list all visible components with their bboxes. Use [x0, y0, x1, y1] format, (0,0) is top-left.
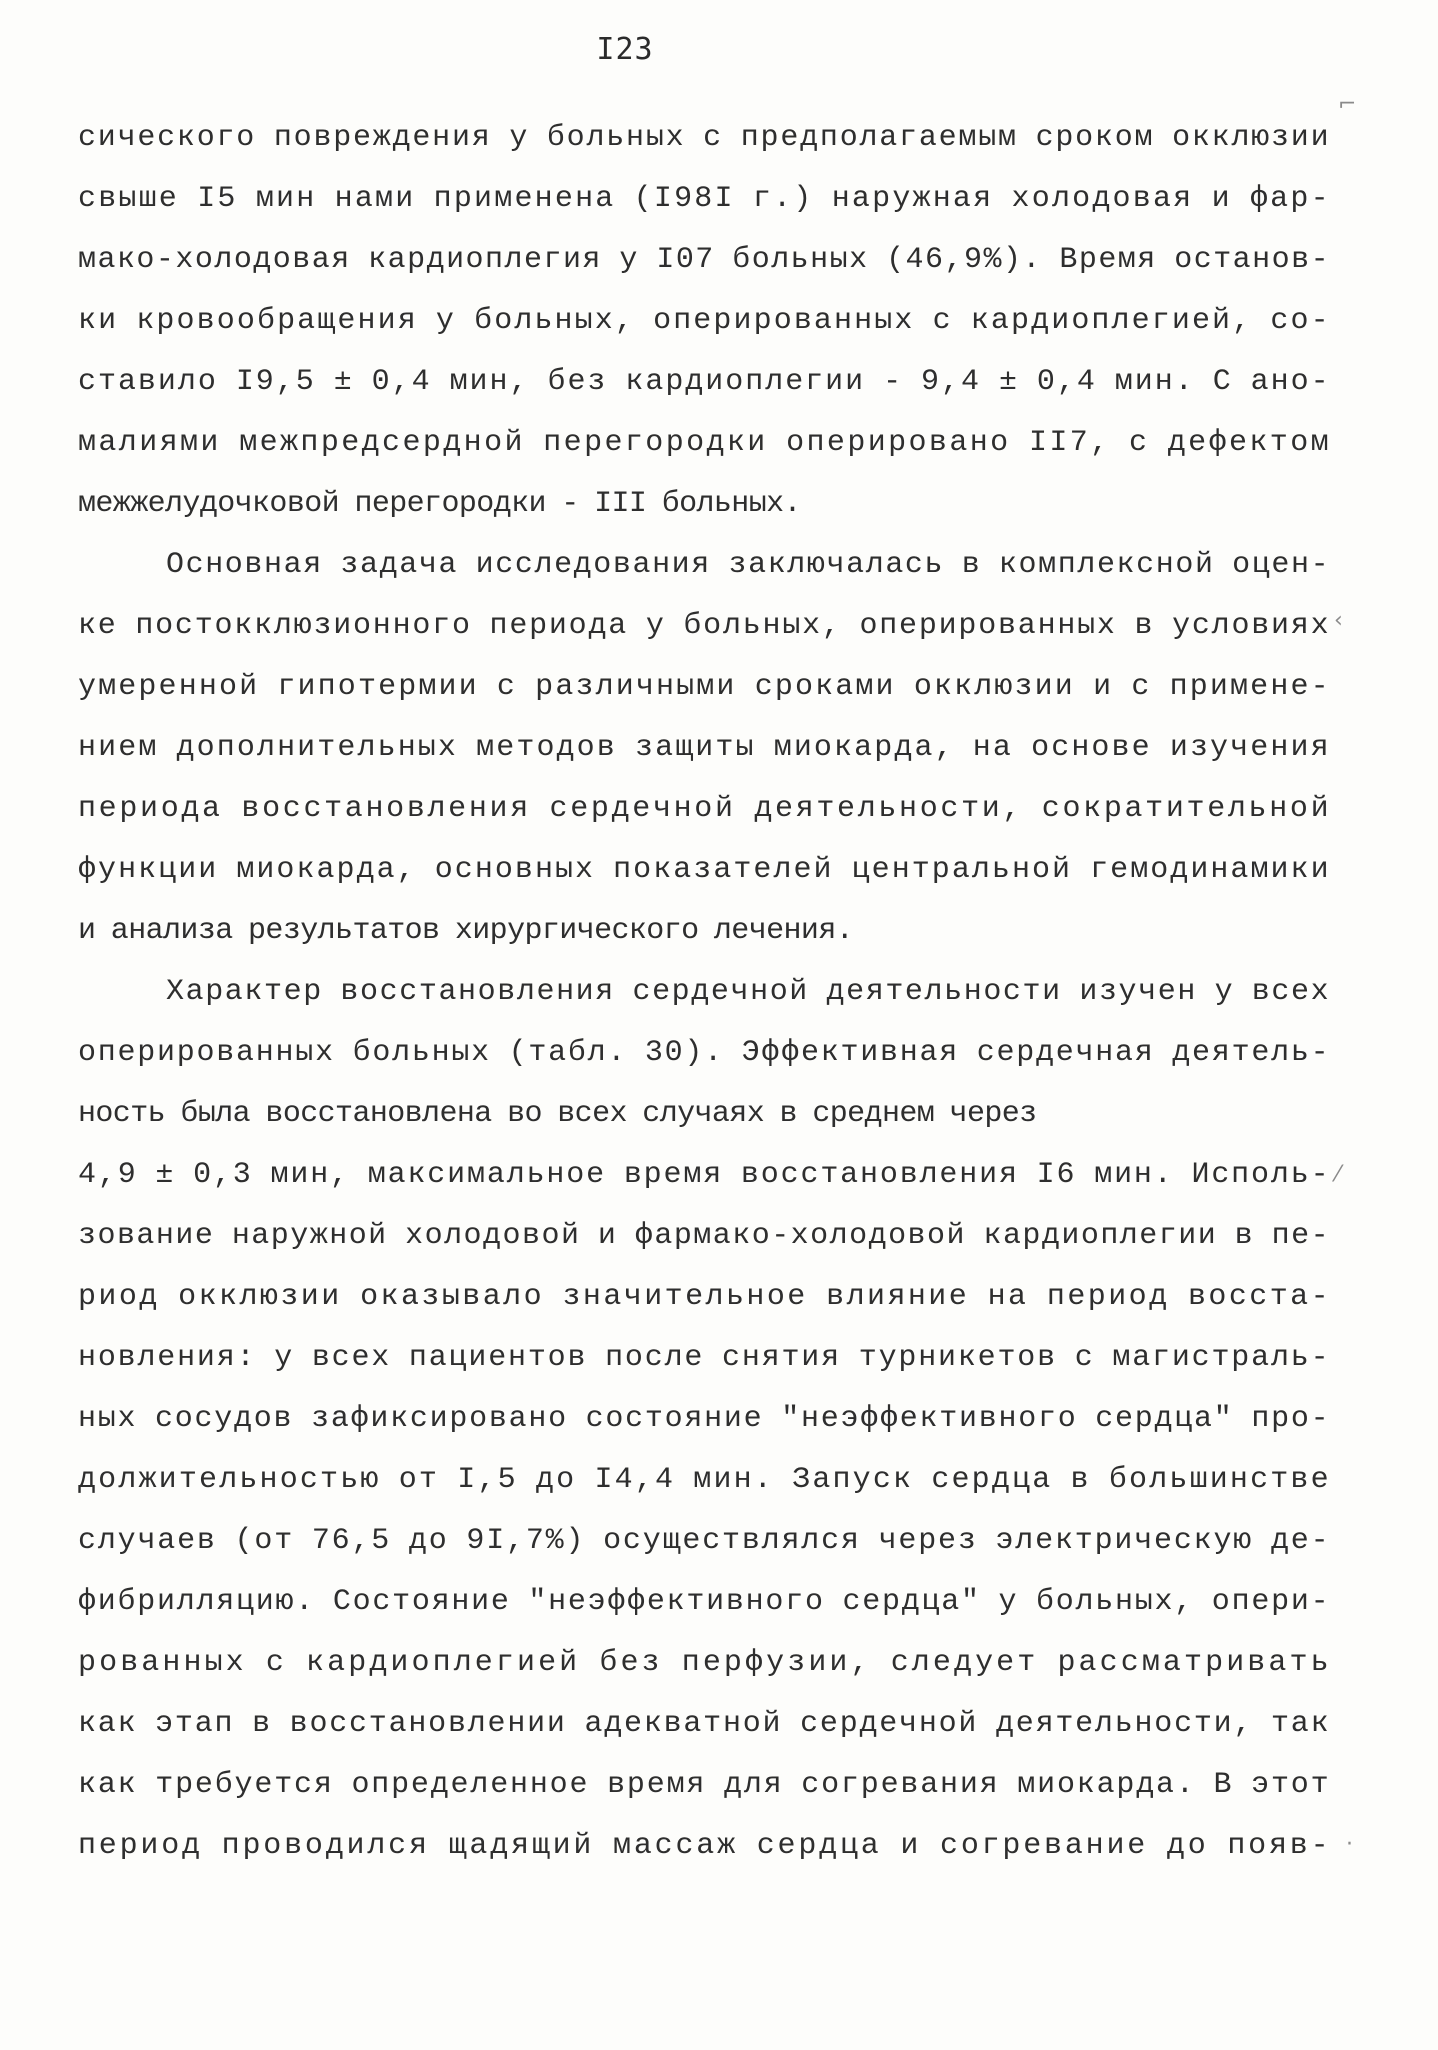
text-line: и анализа результатов хирургического лечения.	[78, 914, 854, 948]
text-line: 4,9 ± 0,3 мин, максимальное время восстановления I6 мин. Исполь-	[78, 1158, 1331, 1192]
text-line: Основная задача исследования заключалась в комплексной оцен-	[166, 548, 1331, 582]
text-line: новления: у всех пациентов после снятия турникетов с магистраль-	[78, 1341, 1331, 1375]
text-line: риод окклюзии оказывало значительное влияние на период восста-	[78, 1280, 1332, 1314]
text-line: ки кровообращения у больных, оперированных с кардиоплегией, со-	[78, 304, 1331, 338]
text-line: период проводился щадящий массаж сердца и согревание до появ-	[78, 1829, 1332, 1863]
text-line: Характер восстановления сердечной деятельности изучен у всех	[166, 975, 1331, 1009]
text-line: функции миокарда, основных показателей центральной гемодинамики	[78, 853, 1331, 887]
margin-mark: ·	[1346, 1832, 1353, 1857]
text-line: ставило I9,5 ± 0,4 мин, без кардиоплегии - 9,4 ± 0,4 мин. С ано-	[78, 365, 1331, 399]
text-line: ке постокклюзионного периода у больных, оперированных в условиях	[78, 609, 1331, 643]
text-line: свыше I5 мин нами применена (I98I г.) наружная холодовая и фар-	[78, 182, 1331, 216]
text-line: периода восстановления сердечной деятельности, сократительной	[78, 792, 1332, 826]
body-text	[78, 108, 1332, 1877]
text-line: ных сосудов зафиксировано состояние "неэффективного сердца" про-	[78, 1402, 1331, 1436]
text-line: как этап в восстановлении адекватной сердечной деятельности, так	[78, 1707, 1331, 1741]
text-line: мако-холодовая кардиоплегия у I07 больных (46,9%). Время останов-	[78, 243, 1331, 277]
margin-mark: ‹	[1334, 608, 1343, 633]
text-line: нием дополнительных методов защиты миокарда, на основе изучения	[78, 731, 1331, 765]
margin-mark: ⌐	[1338, 92, 1357, 117]
text-line: случаев (от 76,5 до 9I,7%) осуществлялся через электрическую де-	[78, 1524, 1331, 1558]
page-number: I23	[596, 32, 654, 67]
text-line: как требуется определенное время для согревания миокарда. В этот	[78, 1768, 1331, 1802]
text-line: оперированных больных (табл. 30). Эффективная сердечная деятель-	[78, 1036, 1331, 1070]
margin-mark: ⁄	[1336, 1162, 1340, 1187]
text-line: ность была восстановлена во всех случаях в среднем через	[78, 1097, 1037, 1131]
text-line: должительностью от I,5 до I4,4 мин. Запуск сердца в большинстве	[78, 1463, 1331, 1497]
text-line: межжелудочковой перегородки - III больных.	[78, 487, 801, 521]
text-line: рованных с кардиоплегией без перфузии, следует рассматривать	[78, 1646, 1332, 1680]
text-line: умеренной гипотермии с различными сроками окклюзии и с примене-	[78, 670, 1331, 704]
text-line: фибрилляцию. Состояние "неэффективного сердца" у больных, опери-	[78, 1585, 1331, 1619]
text-line: зование наружной холодовой и фармако-холодовой кардиоплегии в пе-	[78, 1219, 1331, 1253]
text-line: сического повреждения у больных с предполагаемым сроком окклюзии	[78, 121, 1331, 155]
text-line: малиями межпредсердной перегородки оперировано II7, с дефектом	[78, 426, 1331, 460]
